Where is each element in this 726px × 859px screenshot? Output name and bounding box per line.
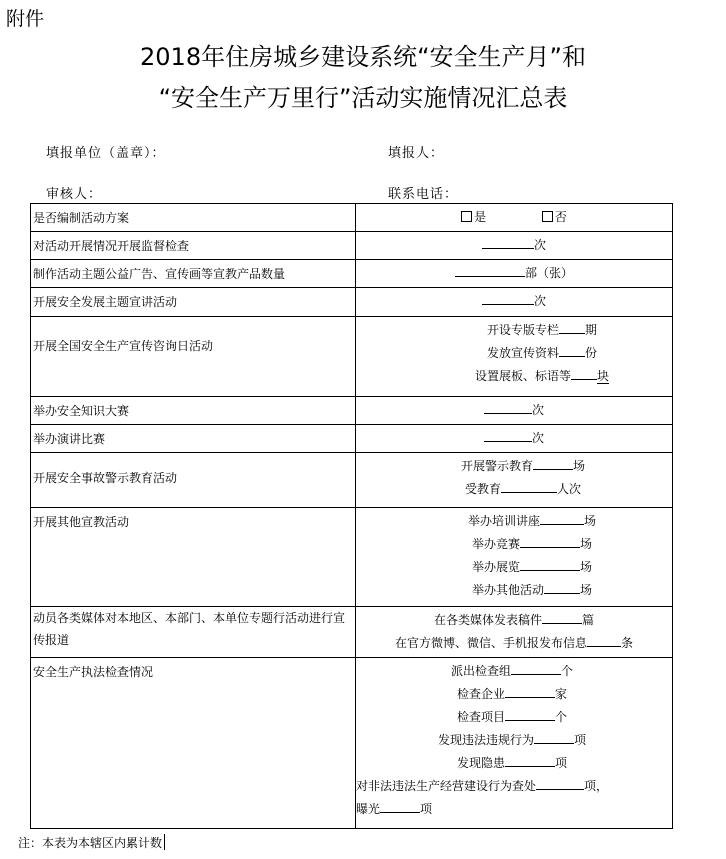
table-row xyxy=(31,204,673,232)
phone-label: 联系电话： xyxy=(388,187,459,202)
fill-blank[interactable] xyxy=(540,510,584,525)
row-label: 举办演讲比赛 xyxy=(31,425,356,453)
unit-text: 项 xyxy=(574,733,587,747)
unit-text: 次 xyxy=(533,294,546,308)
fill-blank[interactable] xyxy=(484,427,532,442)
unit-text: 次 xyxy=(533,238,546,252)
item-text: 设置展板、标语等 xyxy=(474,369,571,383)
fill-blank[interactable] xyxy=(505,706,555,721)
fill-blank[interactable] xyxy=(484,399,532,414)
item-text: 检查企业 xyxy=(456,687,505,701)
fill-blank[interactable] xyxy=(559,342,585,357)
unit-text: 场 xyxy=(580,560,593,574)
row-label: 开展安全事故警示教育活动 xyxy=(31,453,356,508)
fill-blank[interactable] xyxy=(505,752,555,767)
table-row xyxy=(31,317,673,397)
yes-checkbox[interactable] xyxy=(461,211,472,222)
unit-text: 份 xyxy=(585,346,598,360)
table-row xyxy=(31,425,673,453)
fill-blank[interactable] xyxy=(520,533,580,548)
footnote-text: 注：本表为本辖区内累计数 xyxy=(18,836,163,850)
item-text: 发现违法违规行为 xyxy=(437,733,534,747)
item-text: 开设专版专栏 xyxy=(486,323,559,337)
unit-text: 次 xyxy=(531,431,544,445)
table-row xyxy=(31,260,673,288)
reviewer-label: 审核人： xyxy=(46,187,103,202)
item-text: 举办其他活动 xyxy=(471,583,544,597)
fill-blank[interactable] xyxy=(501,478,557,493)
unit-text: 项 xyxy=(555,756,568,770)
unit-text: 条 xyxy=(621,636,634,650)
row-label: 是否编制活动方案 xyxy=(31,204,356,232)
footnote xyxy=(18,834,165,851)
unit-text: 场 xyxy=(580,583,593,597)
unit-text: 个 xyxy=(561,664,574,678)
yes-label: 是 xyxy=(474,210,487,224)
table-row xyxy=(31,453,673,508)
unit-text: 项， xyxy=(584,779,609,793)
item-text: 检查项目 xyxy=(456,710,505,724)
fill-blank[interactable] xyxy=(542,609,582,624)
fill-blank[interactable] xyxy=(536,775,584,790)
item-text: 发现隐患 xyxy=(456,756,505,770)
item-text: 对非法违法生产经营建设行为查处 xyxy=(356,779,537,793)
text-cursor xyxy=(164,834,165,850)
table-row xyxy=(31,607,673,658)
item-text: 派出检查组 xyxy=(450,664,511,678)
row-label: 开展全国安全生产宣传咨询日活动 xyxy=(31,317,356,397)
unit-text: 人次 xyxy=(557,482,582,496)
no-label: 否 xyxy=(554,210,567,224)
page-title-line1: 2018年住房城乡建设系统“安全生产月”和 xyxy=(140,43,586,71)
summary-table xyxy=(30,203,673,829)
item-text: 举办培训讲座 xyxy=(467,514,540,528)
unit-text: 块 xyxy=(597,369,610,383)
fill-blank[interactable] xyxy=(511,660,561,675)
fill-blank[interactable] xyxy=(482,290,534,305)
row-label: 举办安全知识大赛 xyxy=(31,397,356,425)
row-label: 开展其他宣教活动 xyxy=(31,508,356,607)
attachment-label: 附件 xyxy=(6,8,45,30)
unit-text: 场 xyxy=(584,514,597,528)
row-label: 制作活动主题公益广告、宣传画等宣教产品数量 xyxy=(31,260,356,288)
fill-blank[interactable] xyxy=(520,556,580,571)
item-text: 在官方微博、微信、手机报发布信息 xyxy=(394,636,587,650)
unit-text: 期 xyxy=(585,323,598,337)
item-text: 举办展览 xyxy=(471,560,520,574)
fill-blank[interactable] xyxy=(544,579,580,594)
unit-text: 家 xyxy=(555,687,568,701)
item-text: 举办竞赛 xyxy=(471,537,520,551)
item-text: 在各类媒体发表稿件 xyxy=(433,613,542,627)
unit-text: 个 xyxy=(555,710,568,724)
row-label: 开展安全发展主题宣讲活动 xyxy=(31,288,356,317)
table-row xyxy=(31,508,673,607)
item-text: 发放宣传资料 xyxy=(486,346,559,360)
fill-blank[interactable] xyxy=(533,455,573,470)
filler-label: 填报人： xyxy=(388,146,445,161)
page-title-line2: “安全生产万里行”活动实施情况汇总表 xyxy=(158,84,568,112)
unit-text: 项 xyxy=(420,802,433,816)
table-row xyxy=(31,397,673,425)
item-text: 开展警示教育 xyxy=(460,459,533,473)
fill-blank[interactable] xyxy=(455,262,525,277)
fill-blank[interactable] xyxy=(587,632,621,647)
unit-text: 部（张） xyxy=(524,266,573,280)
item-text: 曝光 xyxy=(356,802,381,816)
table-row xyxy=(31,288,673,317)
unit-text: 场 xyxy=(580,537,593,551)
no-checkbox[interactable] xyxy=(542,211,553,222)
row-label: 动员各类媒体对本地区、本部门、本单位专题行活动进行宣传报道 xyxy=(31,607,356,658)
fill-blank[interactable] xyxy=(559,319,585,334)
row-label: 安全生产执法检查情况 xyxy=(31,658,356,829)
fill-blank[interactable] xyxy=(482,234,534,249)
fill-blank[interactable] xyxy=(571,365,597,380)
table-row xyxy=(31,232,673,260)
unit-label: 填报单位（盖章）： xyxy=(46,146,166,161)
unit-text: 次 xyxy=(531,403,544,417)
fill-blank[interactable] xyxy=(505,683,555,698)
row-label: 对活动开展情况开展监督检查 xyxy=(31,232,356,260)
unit-text: 篇 xyxy=(582,613,595,627)
fill-blank[interactable] xyxy=(380,798,420,813)
table-row xyxy=(31,658,673,829)
unit-text: 场 xyxy=(573,459,586,473)
item-text: 受教育 xyxy=(464,482,501,496)
fill-blank[interactable] xyxy=(534,729,574,744)
